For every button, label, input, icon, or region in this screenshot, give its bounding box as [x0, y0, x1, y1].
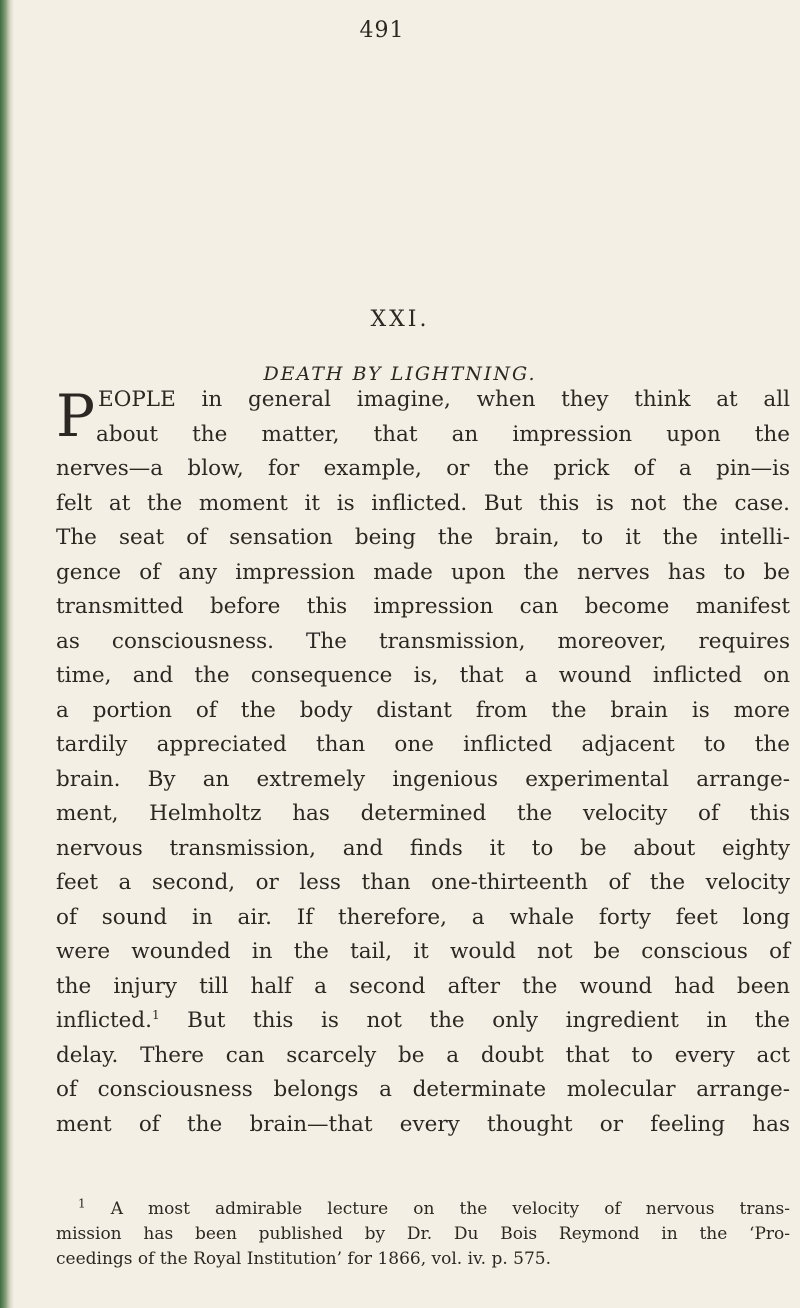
binding-edge: [0, 0, 14, 1308]
footnote: [56, 1197, 790, 1272]
first-line-text: EOPLE in general imagine, when they think at all: [98, 387, 790, 412]
text-line: a portion of the body distant from the brain is more: [56, 697, 790, 723]
text-line: the injury till half a second after the wound had been: [56, 973, 790, 999]
text-line-with-footnote-ref: [56, 1004, 790, 1039]
text-line: nervous transmission, and finds it to be about eighty: [56, 835, 790, 861]
text-line: ment, Helmholtz has determined the velocity of this: [56, 801, 790, 826]
text-line: time, and the consequence is, that a wound inflicted on: [56, 663, 790, 688]
footnote-line: [56, 1197, 790, 1222]
text-line: brain. By an extremely ingenious experimental arrange-: [56, 766, 790, 792]
body-paragraph: [56, 383, 790, 1142]
text-line: as consciousness. The transmission, moreover, requires: [56, 628, 790, 654]
text-line: gence of any impression made upon the nerves has to be: [56, 559, 790, 585]
text-line: nerves—a blow, for example, or the prick of a pin—is: [56, 456, 790, 481]
footnote-line: mission has been published by Dr. Du Bois Reymond in the ‘Pro-: [56, 1224, 790, 1244]
text-line: tardily appreciated than one inflicted adjacent to the: [56, 732, 790, 757]
footnote-text: A most admirable lecture on the velocity of nervous trans-: [85, 1199, 790, 1219]
text-fragment: But this is not the only ingredient in the: [159, 1008, 790, 1033]
chapter-number: XXI.: [370, 307, 430, 332]
drop-cap: P: [56, 382, 96, 450]
text-line: transmitted before this impression can become manifest: [56, 594, 790, 619]
text-line: of consciousness belongs a determinate molecular arrange-: [56, 1077, 790, 1102]
text-line: The seat of sensation being the brain, to it the intelli-: [56, 525, 790, 550]
text-line: about the matter, that an impression upon the: [96, 421, 790, 447]
footnote-line: ceedings of the Royal Institution’ for 1866, vol. iv. p. 575.: [56, 1249, 551, 1269]
footnote-reference: 1: [151, 1007, 160, 1022]
text-line: were wounded in the tail, it would not be conscious of: [56, 939, 790, 964]
text-line: of sound in air. If therefore, a whale forty feet long: [56, 904, 790, 930]
footnote-marker: 1: [78, 1196, 86, 1211]
chapter-title: DEATH BY LIGHTNING.: [263, 363, 537, 385]
text-fragment: inflicted.: [56, 1008, 152, 1033]
text-line: ment of the brain—that every thought or feeling has: [56, 1111, 790, 1137]
text-line: feet a second, or less than one-thirteenth of the velocity: [56, 870, 790, 895]
page-number: 491: [359, 18, 405, 43]
text-line: felt at the moment it is inflicted. But this is not the case.: [56, 490, 790, 516]
text-line: delay. There can scarcely be a doubt that to every act: [56, 1042, 790, 1068]
